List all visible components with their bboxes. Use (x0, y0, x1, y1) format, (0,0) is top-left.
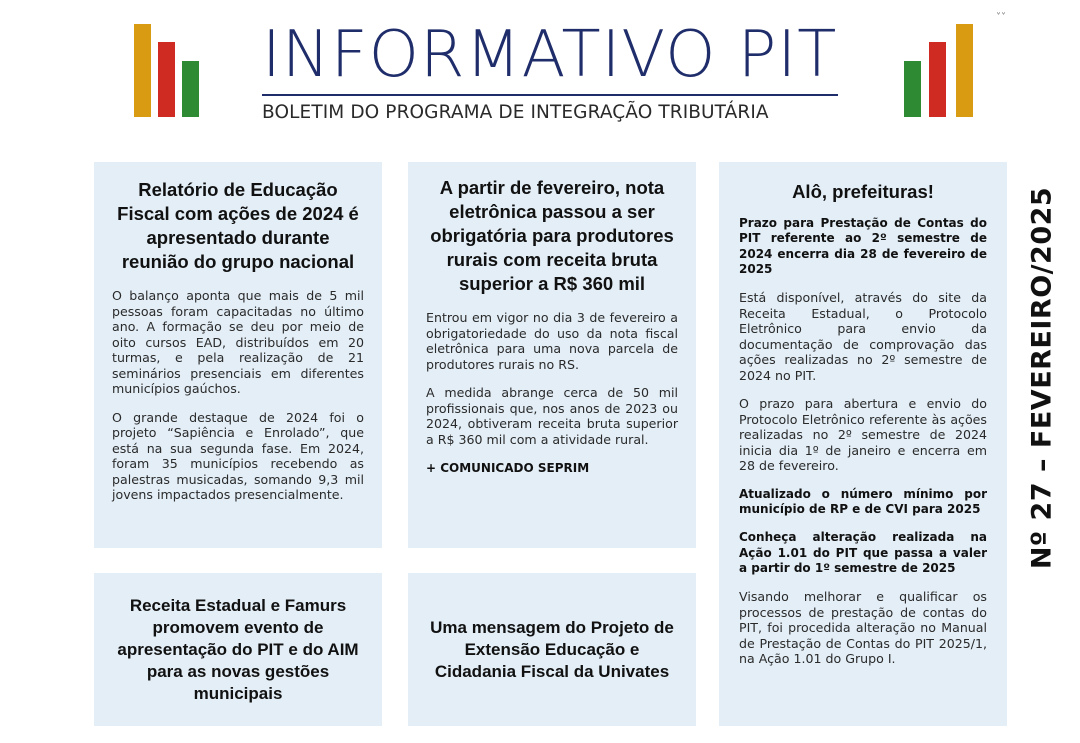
article-paragraph: O balanço aponta que mais de 5 mil pessoas foram capacitadas no último ano. A formação se deu por meio de oito cursos EAD, distribuídos em 20 turmas, e pela realização de 21 seminários presenciais em diferentes municípios gaúchos. (112, 288, 364, 396)
article-univates-message[interactable] (408, 573, 696, 726)
article-title[interactable]: Relatório de Educação Fiscal com ações de 2024 é apresentado durante reunião do grupo nacional (117, 179, 359, 272)
comunicado-link[interactable]: + COMUNICADO SEPRIM (426, 461, 590, 475)
red-bar (158, 42, 175, 117)
yellow-bar (956, 24, 973, 117)
masthead (262, 18, 842, 123)
article-paragraph: O grande destaque de 2024 foi o projeto “Sapiência e Enrolado”, que está na sua segunda fase. Em 2024, foram 35 municípios recebendo as palestras musicadas, somando 9,3 mil jovens impactados presencialmente. (112, 409, 364, 502)
notice-paragraph: O prazo para abertura e envio do Protocolo Eletrônico referente às ações realizadas no 2º semestre de 2024 inicia dia 1º de janeiro e encerra em 28 de fevereiro. (739, 396, 987, 474)
article-paragraph: A medida abrange cerca de 50 mil profissionais que, nos anos de 2023 ou 2024, obtiveram receita bruta superior a R$ 360 mil com a atividade rural. (426, 385, 678, 447)
green-bar (182, 61, 199, 117)
article-title[interactable]: Alô, prefeituras! (792, 181, 934, 202)
article-rural-invoice[interactable] (408, 162, 696, 548)
article-title[interactable]: A partir de fevereiro, nota eletrônica passou a ser obrigatória para produtores rurais com receita bruta superior a R$ 360 mil (430, 177, 674, 294)
green-bar (904, 61, 921, 117)
article-education-report[interactable] (94, 162, 382, 548)
notice-paragraph: Visando melhorar e qualificar os processos de prestação de contas do PIT, foi procedida alteração no Manual de Prestação de Contas do PIT 2025/1, na Ação 1.01 do Grupo I. (739, 589, 987, 667)
notice-heading[interactable]: Conheça alteração realizada na Ação 1.01 do PIT que passa a valer a partir do 1º semestre de 2025 (739, 530, 987, 575)
yellow-bar (134, 24, 151, 117)
article-famurs-event[interactable] (94, 573, 382, 726)
masthead-rule (262, 94, 838, 96)
red-bar (929, 42, 946, 117)
notice-heading[interactable]: Prazo para Prestação de Contas do PIT referente ao 2º semestre de 2024 encerra dia 28 de fevereiro de 2025 (739, 216, 987, 276)
article-title[interactable]: Uma mensagem do Projeto de Extensão Educação e Cidadania Fiscal da Univates (430, 617, 674, 681)
masthead-subtitle: BOLETIM DO PROGRAMA DE INTEGRAÇÃO TRIBUTÁRIA (262, 102, 769, 123)
notice-paragraph: Está disponível, através do site da Receita Estadual, o Protocolo Eletrônico para envio da documentação de comprovação das ações realizadas no 2º semestre de 2024 no PIT. (739, 290, 987, 383)
article-paragraph: Entrou em vigor no dia 3 de fevereiro a obrigatoriedade do uso da nota fiscal eletrônica para uma nova parcela de produtores rurais no RS. (426, 310, 678, 372)
article-municipalities-notice[interactable] (719, 162, 1007, 726)
notice-heading[interactable]: Atualizado o número mínimo por município de RP e de CVI para 2025 (739, 486, 987, 516)
article-title[interactable]: Receita Estadual e Famurs promovem evento de apresentação do PIT e do AIM para as novas gestões municipais (117, 595, 359, 703)
corner-mark: ˅˅ (996, 12, 1006, 23)
masthead-title: INFORMATIVO PIT (262, 18, 838, 92)
issue-label: Nº 27 – FEVEREIRO/2025 (1026, 186, 1058, 570)
